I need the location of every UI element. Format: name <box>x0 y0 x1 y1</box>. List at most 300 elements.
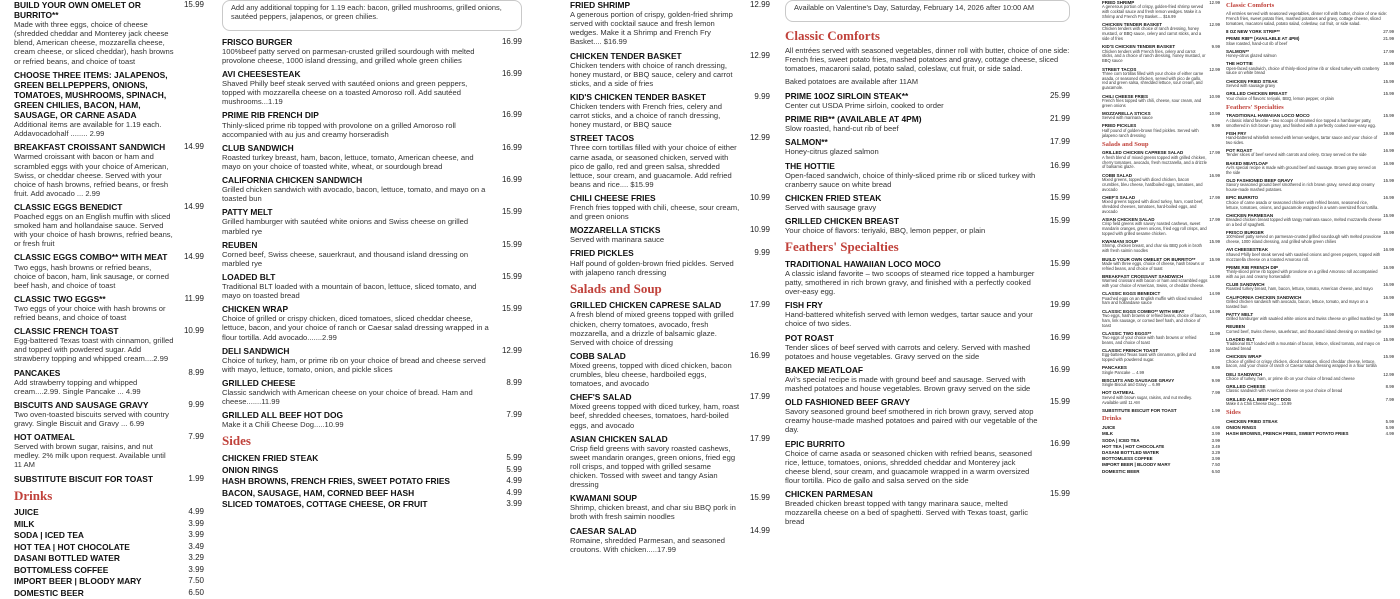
item-description: Avi's special recipe is made with ground beef and sausage. Brown gravy served on the side <box>1226 164 1377 175</box>
p2-sides-heading: Sides <box>1226 409 1241 417</box>
item-description: Two eggs, hash browns or refried beans, choice of bacon, ham, link sausage, or corned beef hash, and choice of toast <box>1102 312 1207 328</box>
item-description: Corned beef, Swiss cheese, sauerkraut, and thousand island dressing on marbled rye <box>1226 328 1382 334</box>
item-description: Roasted turkey breast, ham, bacon, lettuce, tomato, American cheese, and mayo on your choice of toasted white, wheat, or sourdough bread <box>222 152 474 171</box>
menu-item <box>1226 282 1394 292</box>
item-description: Avi's special recipe is made with ground beef and sausage. Served with mashed potatoes and house vegetables. Brown gravy served on the side <box>785 374 1031 393</box>
item-name: CALIFORNIA CHICKEN SANDWICH <box>1226 294 1302 300</box>
item-description: Your choice of flavors: teriyaki, BBQ, lemon pepper, or plain <box>1226 95 1334 101</box>
item-price: 1.99 <box>188 473 204 483</box>
menu-item <box>1102 348 1220 363</box>
item-description: Corned beef, Swiss cheese, sauerkraut, and thousand island dressing on marbled rye <box>222 249 469 268</box>
item-price: 12.99 <box>749 133 770 143</box>
item-price: 16.99 <box>1209 172 1220 178</box>
item-name: GRILLED ALL BEEF HOT DOG <box>222 410 343 421</box>
sides-heading: Sides <box>222 433 251 449</box>
price-row <box>222 476 522 488</box>
item-description: A generous portion of crispy, golden-fried shrimp served with cocktail sauce and fresh lemon wedges. Make it a Shrimp and French Fry Basket.... $16.99 <box>570 10 733 47</box>
menu-item <box>785 137 1070 156</box>
item-name: CHEF'S SALAD <box>1102 194 1136 200</box>
item-name: THE HOTTIE <box>785 160 835 171</box>
item-price: 5.99 <box>506 464 522 474</box>
item-name: OLD FASHIONED BEEF GRAVY <box>785 397 911 408</box>
item-name: ASIAN CHICKEN SALAD <box>1102 217 1155 222</box>
item-name: SODA | ICED TEA <box>14 530 84 541</box>
item-price: 14.99 <box>183 142 204 152</box>
menu-item <box>14 252 204 289</box>
item-name: CHICKEN FRIED STEAK <box>1226 78 1278 84</box>
item-description: Poached eggs on an English muffin with sliced smoked ham and hollandaise sauce. Served with your choice of hash browns, refried beans, or fresh fruit <box>14 212 173 249</box>
item-name: PRIME RIB** (AVAILABLE AT 4PM) <box>1226 36 1300 42</box>
item-price: 16.99 <box>1049 364 1070 374</box>
sandwiches-column <box>222 0 522 510</box>
item-name: ASIAN CHICKEN SALAD <box>570 433 668 444</box>
menu-item <box>1102 309 1220 329</box>
p2-comforts-heading: Classic Comforts <box>1226 2 1275 9</box>
item-price: 9.99 <box>754 248 770 258</box>
sides-list <box>222 453 522 511</box>
item-name: HOT TEA | HOT CHOCOLATE <box>14 541 130 552</box>
item-description: A classic island favorite – two scoops of steamed rice topped a hamburger patty, smothered in rich brown gravy, and finished with a perfectly cooked over-easy egg. <box>785 268 1035 297</box>
item-price: 16.99 <box>1383 61 1394 67</box>
item-price: 17.99 <box>1383 48 1394 54</box>
price-row <box>14 519 204 531</box>
item-description: Warmed croissant with bacon or ham and scrambled eggs with your choice of American, Swiss, or cheddar cheese. <box>1102 278 1208 288</box>
item-price: 16.99 <box>1049 332 1070 342</box>
menu-item <box>785 91 1070 110</box>
item-price: 10.99 <box>1209 110 1220 116</box>
addon-note-box <box>222 0 522 31</box>
item-name: KWAMANI SOUP <box>570 493 637 504</box>
item-name: PANCAKES <box>1102 365 1127 371</box>
menu-item <box>785 216 1070 235</box>
menu-item <box>785 161 1070 189</box>
item-name: MILK <box>14 518 35 529</box>
item-description: 100%beef patty served on parmesan-crusted grilled sourdough with melted provolone cheese, 1000 island dressing, and grilled whole green chilies <box>222 46 475 65</box>
item-name: BOTTOMLESS COFFEE <box>14 564 109 575</box>
item-description: Slow roasted, hand-cut rib of beef <box>785 124 899 134</box>
item-price: 7.99 <box>506 410 522 420</box>
menu-item <box>1102 195 1220 215</box>
menu-item <box>14 474 204 484</box>
item-name: STREET TACOS <box>1102 66 1137 72</box>
menu-item <box>1226 195 1394 210</box>
item-price: 14.99 <box>183 201 204 211</box>
item-name: COBB SALAD <box>570 350 626 361</box>
salads-heading: Salads and Soup <box>570 280 662 296</box>
item-description: 100%beef patty served on parmesan-crusted grilled sourdough with melted provolone cheese, 1000 island dressing, and grilled whole green chilies <box>1226 234 1382 245</box>
item-name: CLUB SANDWICH <box>222 142 294 153</box>
item-name: CHICKEN FRIED STEAK <box>1226 418 1278 424</box>
item-description: Choice of carne asada or seasoned chicken with refried beans, seasoned rice, lettuce, tomatoes, onions, shredded cheddar and Monterey jack cheese blend, sour cream, and guacamole wrapped in a warm oversized flour tortilla. Pico de gallo and salsa served on the side <box>785 448 1032 485</box>
item-name: CHICKEN TENDER BASKET <box>570 50 682 61</box>
menu-item <box>1226 29 1394 34</box>
menu-item <box>1102 173 1220 193</box>
item-name: KID'S CHICKEN TENDER BASKET <box>1102 44 1176 50</box>
menu-item <box>785 193 1070 212</box>
item-name: GRILLED ALL BEEF HOT DOG <box>1226 396 1291 402</box>
menu-item <box>570 133 770 189</box>
item-price: 6.50 <box>1211 468 1220 474</box>
item-price: 3.99 <box>1211 456 1220 462</box>
item-name: HOT TEA | HOT CHOCOLATE <box>1102 443 1165 449</box>
item-name: FRIED SHRIMP <box>570 0 631 10</box>
item-name: FISH FRY <box>785 300 823 311</box>
item-name: PRIME RIB** (AVAILABLE AT 4PM) <box>785 114 922 125</box>
item-name: CHILI CHEESE FRIES <box>570 192 656 203</box>
item-name: EPIC BURRITO <box>785 438 845 449</box>
item-price: 3.99 <box>1211 431 1220 437</box>
item-description: Two eggs of your choice with hash browns or refried beans, and choice of toast <box>14 303 166 323</box>
p2-sandwich-items <box>1226 230 1394 407</box>
item-description: Breaded chicken breast topped with tangy marinara sauce, melted mozzarella cheese on a bed of spaghetti. <box>1226 217 1382 227</box>
item-name: CLASSIC TWO EGGS** <box>14 293 106 304</box>
item-name: POT ROAST <box>1226 148 1253 154</box>
menu-item <box>1226 337 1394 352</box>
menu-item <box>1102 257 1220 272</box>
item-price: 12.99 <box>1209 66 1220 72</box>
item-name: SODA | ICED TEA <box>1102 437 1140 443</box>
item-name: HOT OATMEAL <box>1102 390 1135 396</box>
price-row <box>222 465 522 477</box>
item-price: 14.99 <box>183 252 204 262</box>
item-name: DASANI BOTTLED WATER <box>14 553 120 564</box>
menu-item <box>785 259 1070 296</box>
menu-item <box>785 439 1070 486</box>
menu-item <box>570 300 770 347</box>
item-description: A classic island favorite – two scoops of steamed rice topped a hamburger patty, smothered in rich brown gravy, and finished with a perfectly cooked over-easy egg. <box>1226 117 1376 128</box>
price-row <box>14 565 204 577</box>
item-description: Served with marinara sauce <box>1102 115 1153 121</box>
menu-item <box>1102 274 1220 289</box>
item-description: Shrimp, chicken breast, and char siu BBQ pork in broth with fresh saimin noodles <box>570 503 736 522</box>
item-price: 7.50 <box>188 576 204 586</box>
item-price: 15.99 <box>1383 324 1394 330</box>
item-description: Served with brown sugar, raisins, and nut medley. 2% milk upon request. Available until 11 AM <box>14 442 166 470</box>
item-name: GRILLED CHEESE <box>222 377 296 388</box>
item-price: 14.99 <box>1209 291 1220 297</box>
item-description: Made with three eggs, choice of cheese (shredded cheddar and Monterey jack cheese blend, American cheese, mozzarella cheese, cream cheese, or sliced cheddar), hash browns or refried beans, and choice of toast <box>14 20 174 66</box>
menu-item <box>570 193 770 221</box>
menu-item <box>222 410 522 429</box>
menu-item <box>222 272 522 300</box>
item-description: Choice of grilled or crispy chicken, diced tomatoes, sliced cheddar cheese, lettuce, bacon, and your choice of ranch or Caesar salad dressing wrapped in a flour tortilla. Add avocado.......2.99 <box>222 314 489 342</box>
menu-item <box>14 432 204 469</box>
menu-item <box>1226 312 1394 322</box>
item-description: Single Pancake ... 4.99 <box>1102 369 1145 375</box>
item-name: FRIED PICKLES <box>570 248 634 259</box>
item-name: GRILLED CHICKEN CAPRESE SALAD <box>1102 150 1184 156</box>
price-row <box>14 530 204 542</box>
item-price: 8.99 <box>1385 384 1394 390</box>
menu-item <box>785 397 1070 434</box>
item-price: 17.99 <box>1209 150 1220 156</box>
menu-item <box>222 240 522 268</box>
menu-item <box>1226 36 1394 46</box>
baked-potato-note: Baked potatoes are available after 11AM <box>785 77 918 87</box>
item-name: CLUB SANDWICH <box>1226 282 1265 288</box>
item-name: POT ROAST <box>785 332 834 343</box>
item-name: DELI SANDWICH <box>222 345 290 356</box>
item-price: 9.99 <box>188 399 204 409</box>
menu-item <box>1102 111 1220 121</box>
item-description: Grilled hamburger with sautéed white onions and Swiss cheese on grilled marbled rye <box>222 217 469 236</box>
p1-drinks-heading: Drinks <box>1102 415 1122 423</box>
p2-sides-list <box>1226 419 1394 438</box>
item-price: 15.99 <box>1383 336 1394 342</box>
menu-item <box>1226 79 1394 89</box>
item-price: 3.99 <box>188 564 204 574</box>
item-name: GRILLED CHICKEN BREAST <box>1226 91 1288 97</box>
item-name: FRISCO BURGER <box>222 36 293 47</box>
item-price: 15.99 <box>183 0 204 9</box>
item-price: 17.99 <box>749 392 770 402</box>
item-description: Grilled chicken sandwich with avocado, bacon, lettuce, tomato, and mayo on a toasted bun <box>222 185 486 204</box>
item-description: Crisp field greens with savory roasted cashews, sweet mandarin oranges, green onions, fried egg roll crisps, and topped with grilled sesame chicken. <box>1102 221 1207 236</box>
item-price: 8.99 <box>1211 365 1220 371</box>
price-row <box>1102 469 1220 475</box>
item-name: GRILLED CHEESE <box>1226 384 1266 390</box>
menu-item <box>222 37 522 65</box>
item-price: 16.99 <box>1383 148 1394 154</box>
item-price: 4.99 <box>1385 431 1394 437</box>
comforts-column <box>785 0 1070 527</box>
item-price: 10.99 <box>183 326 204 336</box>
p2-feathers-heading: Feathers' Specialties <box>1226 103 1284 111</box>
addon-note: Add any additional topping for 1.19 each: bacon, grilled mushrooms, grilled onions, sautéed peppers, jalapenos, or green chilies. <box>231 3 502 21</box>
item-name: REUBEN <box>222 239 258 250</box>
item-description: Your choice of flavors: teriyaki, BBQ, lemon pepper, or plain <box>785 226 986 236</box>
item-name: BAKED MEATLOAF <box>785 364 864 375</box>
valentine-box <box>785 0 1070 22</box>
item-description: Three corn tortillas filled with your choice of either carne asada, or seasoned chicken, served with pico de gallo, red and green salsa, shredded lettuce, sour cream, and guacamole. Add refried beans and rice.... $15.99 <box>570 143 737 189</box>
item-description: Classic sandwich with American cheese on your choice of bread. Ham and cheese.......11.99 <box>222 388 473 407</box>
menu-item <box>570 248 770 276</box>
menu-item <box>785 333 1070 361</box>
item-price: 5.99 <box>1385 425 1394 431</box>
price-row <box>1226 431 1394 437</box>
menu-item <box>222 346 522 374</box>
item-name: HASH BROWNS, FRENCH FRIES, SWEET POTATO FRIES <box>1226 431 1349 437</box>
price-row <box>14 553 204 565</box>
item-description: Two oven-toasted biscuits served with country gravy. Single Biscuit and Gravy ... 6.99 <box>14 409 169 429</box>
item-price: 4.99 <box>506 476 522 486</box>
menu-item <box>1102 291 1220 306</box>
comforts-note: All entrées served with seasoned vegetables, dinner roll with butter, choice of one side: French fries, sweet potato fries, mashed potatoes and gravy, cottage cheese, sliced tomatoes, macaroni salad, potato salad, coleslaw, cut fruit, or side salad. <box>785 46 1070 74</box>
item-price: 21.99 <box>1383 36 1394 42</box>
item-description: Three corn tortillas filled with your choice of either carne asada, or seasoned chicken, served with pico de gallo, red and green salsa, shredded lettuce, sour cream, and guacamole. <box>1102 70 1204 91</box>
item-description: Egg-battered Texas toast with cinnamon, grilled and topped with powdered sugar. <box>1102 352 1196 363</box>
item-price: 15.99 <box>501 271 522 281</box>
item-price: 15.99 <box>1049 397 1070 407</box>
menu-item <box>1102 378 1220 388</box>
item-price: 16.99 <box>1383 230 1394 236</box>
item-price: 9.99 <box>1211 377 1220 383</box>
item-description: Traditional BLT loaded with a mountain of bacon, lettuce, sliced tomato, and mayo on toasted bread <box>222 282 477 301</box>
item-name: IMPORT BEER | BLOODY MARY <box>14 576 142 587</box>
item-name: DELI SANDWICH <box>1226 371 1263 377</box>
item-name: CAESAR SALAD <box>570 525 637 536</box>
price-row <box>14 507 204 519</box>
menu-item <box>1226 148 1394 158</box>
item-name: SALMON** <box>785 137 828 148</box>
item-description: Crisp field greens with savory roasted cashews, sweet mandarin oranges, green onions, fried egg roll crisps, and topped with grilled sesame chicken. Tossed with sweet and tangy Asian dressing <box>570 443 736 490</box>
item-description: Hand-battered whitefish served with lemon wedges, tartar sauce and your choice of two sides. <box>1226 135 1378 145</box>
item-name: ONION RINGS <box>222 464 279 475</box>
item-price: 12.99 <box>1209 0 1220 5</box>
item-name: MILK <box>1102 431 1113 437</box>
item-description: Choice of turkey, ham, or prime rib on your choice of bread and cheese served with mayo, lettuce, tomato, onion, and pickle slices <box>222 355 486 374</box>
item-name: CHICKEN TENDER BASKET <box>1102 22 1163 28</box>
item-price: 1.99 <box>1211 407 1220 413</box>
item-name: OLD FASHIONED BEEF GRAVY <box>1226 178 1294 184</box>
p2-comforts-note: All entrées served with seasoned vegetables, dinner roll with butter, choice of one side: French fries, sweet potato fries, mashed potatoes and gravy, cottage cheese, sliced tomatoes, macaroni salad, potato salad, coleslaw, cut fruit, or side salad. <box>1226 10 1388 26</box>
menu-item <box>1102 22 1220 42</box>
item-price: 16.99 <box>1049 160 1070 170</box>
item-name: HOT OATMEAL <box>14 432 75 443</box>
item-description: Choice of turkey, ham, or prime rib on your choice of bread and cheese <box>1226 375 1355 381</box>
item-description: Mixed greens, topped with diced chicken, bacon crumbles, bleu cheese, hardboiled eggs, tomatoes, and avocado <box>570 360 732 389</box>
item-price: 25.99 <box>1049 90 1070 100</box>
item-name: PRIME RIB FRENCH DIP <box>1226 264 1279 270</box>
menu-item <box>1102 123 1220 138</box>
item-description: Open-faced sandwich, choice of thinly-sliced prime rib or sliced turkey with cranberry sauce on white bread <box>785 170 1036 189</box>
item-price: 16.99 <box>1049 438 1070 448</box>
item-name: TRADITIONAL HAWAIIAN LOCO MOCO <box>1226 113 1310 119</box>
feathers-heading: Feathers' Specialties <box>785 239 899 255</box>
item-price: 3.49 <box>188 541 204 551</box>
item-description: A fresh blend of mixed greens topped with grilled chicken, cherry tomatoes, avocado, fresh mozzarella, and a drizzle of balsamic glaze. Served with choice of dressing <box>570 310 734 347</box>
menu-item <box>1102 408 1220 413</box>
p2-specialty-items <box>1226 113 1394 227</box>
item-name: 8 OZ NEW YORK STRIP** <box>1226 28 1280 34</box>
item-price: 15.99 <box>1383 91 1394 97</box>
item-name: JUICE <box>14 507 39 518</box>
item-price: 11.99 <box>184 293 204 303</box>
item-description: Half pound of golden-brown fried pickles. Served with jalapeno ranch dressing <box>1102 127 1199 138</box>
item-price: 12.99 <box>749 50 770 60</box>
drinks-heading: Drinks <box>14 487 53 503</box>
item-price: 16.99 <box>1383 160 1394 166</box>
item-price: 17.99 <box>1209 194 1220 200</box>
item-description: Honey-citrus glazed salmon <box>1226 53 1277 59</box>
basket-items <box>570 0 770 277</box>
item-name: THE HOTTIE <box>1226 61 1253 67</box>
item-name: FRIED SHRIMP <box>1102 0 1135 5</box>
item-price: 4.99 <box>506 487 522 497</box>
item-description: Two eggs of your choice with hash browns or refried beans, and choice of toast <box>1102 335 1197 345</box>
item-description: Traditional BLT loaded with a mountain of bacon, lettuce, sliced tomato, and mayo on toasted bread <box>1226 341 1380 352</box>
menu-page-thumbnail-left <box>1102 0 1220 500</box>
item-price: 4.99 <box>188 507 204 517</box>
item-description: Half pound of golden-brown fried pickles. Served with jalapeno ranch dressing <box>570 258 734 277</box>
item-name: BUILD YOUR OWN OMELET OR BURRITO** <box>14 0 141 21</box>
menu-item <box>1226 61 1394 76</box>
item-name: BAKED MEATLOAF <box>1226 160 1268 166</box>
item-name: ONION RINGS <box>1226 425 1257 431</box>
drinks-list <box>14 507 204 599</box>
menu-item <box>570 392 770 429</box>
item-price: 10.99 <box>749 192 770 202</box>
item-name: KWAMANI SOUP <box>1102 239 1138 245</box>
menu-item <box>1102 150 1220 170</box>
item-description: Grilled hamburger with sautéed white onions and Swiss cheese on grilled marbled rye <box>1226 316 1382 322</box>
item-description: A fresh blend of mixed greens topped with grilled chicken, cherry tomatoes, avocado, fresh mozzarella, and a drizzle of balsamic glaze. <box>1102 154 1207 170</box>
item-name: SLICED TOMATOES, COTTAGE CHEESE, OR FRUIT <box>222 499 428 510</box>
menu-item <box>14 70 204 139</box>
menu-item <box>1226 247 1394 262</box>
item-price: 7.99 <box>188 432 204 442</box>
item-name: EPIC BURRITO <box>1226 195 1259 201</box>
item-price: 3.49 <box>1211 443 1220 449</box>
menu-item <box>1226 384 1394 394</box>
baskets-column <box>570 0 770 554</box>
item-description: Additional items are available for 1.19 each. Addavocadohalf ........ 2.99 <box>14 120 162 139</box>
menu-item <box>1102 67 1220 92</box>
item-price: 15.99 <box>1049 258 1070 268</box>
item-description: Tender slices of beef served with carrots and celery. Served with mashed potatoes and house vegetables. Gravy served on the side <box>785 342 1031 361</box>
item-price: 16.99 <box>1383 264 1394 270</box>
p1-breakfast-items <box>1102 257 1220 414</box>
item-name: BISCUITS AND SAUSAGE GRAVY <box>14 399 149 410</box>
item-price: 15.99 <box>1383 178 1394 184</box>
menu-item <box>1102 239 1220 254</box>
item-name: CHEF'S SALAD <box>570 392 632 403</box>
item-name: GRILLED CHICKEN CAPRESE SALAD <box>570 300 722 311</box>
item-description: Shaved Philly beef steak served with sautéed onions and green peppers, topped with mozzarella cheese on a toasted Amoroso roll. <box>1226 251 1381 262</box>
item-description: Breaded chicken breast topped with tangy marinara sauce, melted mozzarella cheese on a bed of spaghetti. Served with Texas toast, garlic bread <box>785 499 1028 527</box>
item-description: Open-faced sandwich, choice of thinly-sliced prime rib or sliced turkey with cranberry sauce on white bread <box>1226 65 1380 76</box>
item-name: CLASSIC FRENCH TOAST <box>14 326 119 337</box>
item-name: CLASSIC TWO EGGS** <box>1102 330 1152 336</box>
menu-item <box>570 0 770 47</box>
item-price: 12.99 <box>749 0 770 9</box>
item-name: BREAKFAST CROISSANT SANDWICH <box>14 142 166 153</box>
menu-item <box>785 114 1070 133</box>
item-name: MOZZARELLA STICKS <box>570 225 661 236</box>
item-price: 3.99 <box>188 518 204 528</box>
menu-item <box>1226 372 1394 382</box>
menu-item <box>1102 365 1220 375</box>
item-price: 16.99 <box>501 110 522 120</box>
item-description: Grilled chicken sandwich with avocado, bacon, lettuce, tomato, and mayo on a toasted bun <box>1226 298 1368 309</box>
menu-item <box>222 304 522 341</box>
menu-item <box>785 489 1070 526</box>
item-description: Make it a Chili Cheese Dog.....10.99 <box>222 420 344 430</box>
item-price: 8.99 <box>188 367 204 377</box>
menu-item <box>1102 0 1220 20</box>
item-price: 16.99 <box>501 69 522 79</box>
item-price: 15.99 <box>501 239 522 249</box>
item-name: IMPORT BEER | BLOODY MARY <box>1102 462 1171 468</box>
item-price: 6.50 <box>188 587 204 597</box>
item-description: Made with three eggs, choice of cheese, hash browns or refried beans, and choice of toast <box>1102 260 1205 271</box>
menu-item <box>14 326 204 363</box>
item-name: JUICE <box>1102 425 1116 431</box>
price-row <box>14 542 204 554</box>
item-description: Thinly-sliced prime rib topped with provolone on a grilled Amoroso roll accompanied with au jus and creamy horseradish <box>1226 269 1378 279</box>
menu-item <box>222 378 522 406</box>
item-price: 5.99 <box>1385 418 1394 424</box>
menu-item <box>1226 295 1394 310</box>
item-price: 10.99 <box>749 225 770 235</box>
item-price: 15.99 <box>501 207 522 217</box>
item-description: Chicken tenders with French fries, celery and carrot sticks, and a choice of ranch dressing, honey mustard, or BBQ sauce <box>1102 48 1206 64</box>
item-price: 19.99 <box>1383 130 1394 136</box>
item-price: 7.50 <box>1211 462 1220 468</box>
salad-items <box>570 300 770 554</box>
item-name: BOTTOMLESS COFFEE <box>1102 456 1153 462</box>
menu-item <box>14 202 204 249</box>
